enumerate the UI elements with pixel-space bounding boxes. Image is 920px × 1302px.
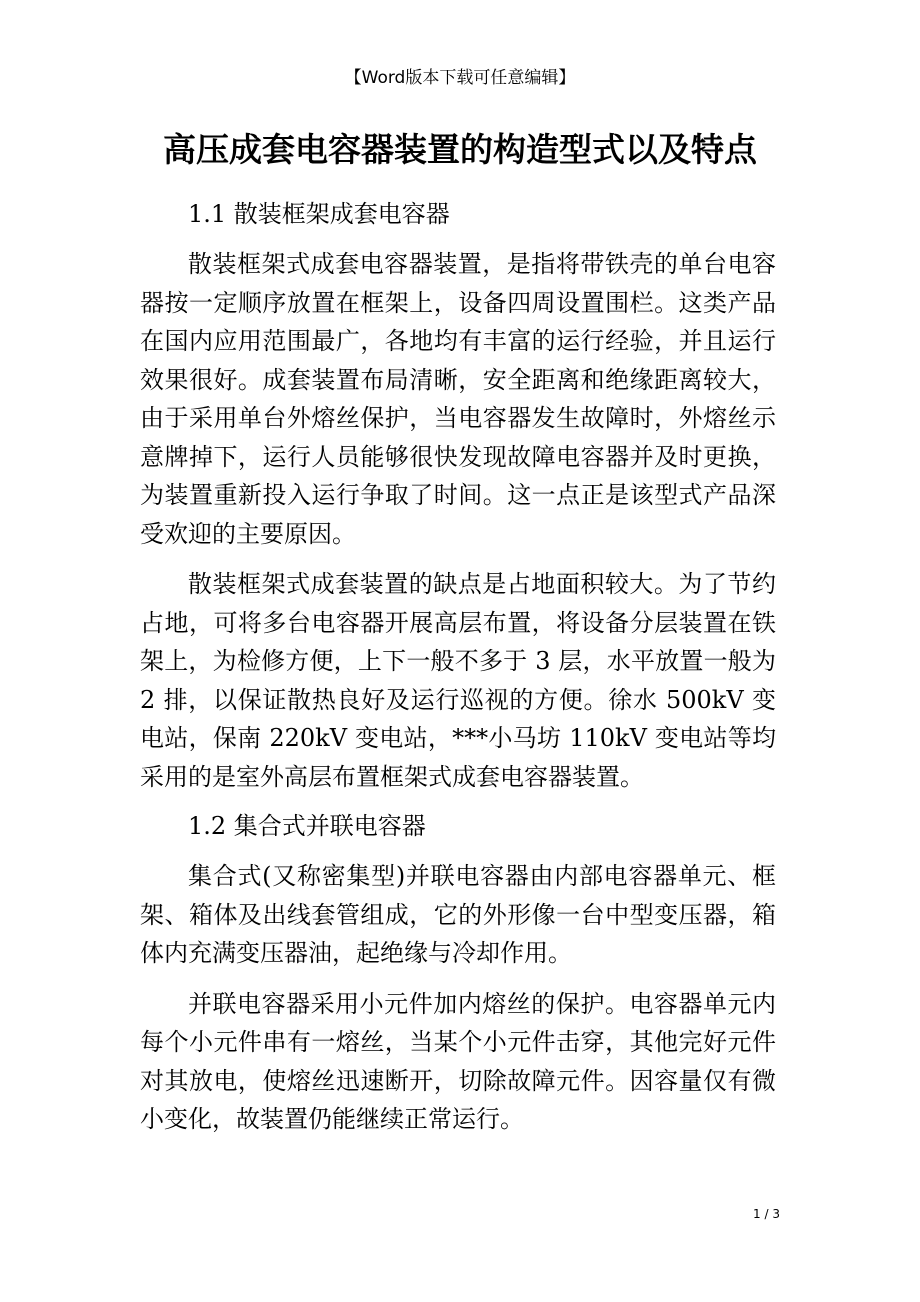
document-body bbox=[140, 196, 776, 1151]
section-heading-1-1: 1.1 散装框架成套电容器 bbox=[188, 200, 450, 228]
download-note: 【Word版本下载可任意编辑】 bbox=[344, 68, 576, 88]
paragraph: 散装框架式成套电容器装置，是指将带铁壳的单台电容器按一定顺序放置在框架上，设备四周设置围栏。这类产品在国内应用范围最广，各地均有丰富的运行经验，并且运行效果很好。成套装置布局清晰，安全距离和绝缘距离较大，由于采用单台外熔丝保护，当电容器发生故障时，外熔丝示意牌掉下，运行人员能够很快发现故障电容器并及时更换，为装置重新投入运行争取了时间。这一点正是该型式产品深受欢迎的主要原因。 bbox=[140, 250, 776, 548]
paragraph: 并联电容器采用小元件加内熔丝的保护。电容器单元内每个小元件串有一熔丝，当某个小元件击穿，其他完好元件对其放电，使熔丝迅速断开，切除故障元件。因容量仅有微小变化，故装置仍能继续正常运行。 bbox=[140, 989, 776, 1133]
page-title: 高压成套电容器装置的构造型式以及特点 bbox=[163, 130, 757, 169]
paragraph: 集合式(又称密集型)并联电容器由内部电容器单元、框架、箱体及出线套管组成，它的外形像一台中型变压器，箱体内充满变压器油，起绝缘与冷却作用。 bbox=[140, 862, 776, 967]
paragraph: 散装框架式成套装置的缺点是占地面积较大。为了节约占地，可将多台电容器开展高层布置，将设备分层装置在铁架上，为检修方便，上下一般不多于 3 层，水平放置一般为 2 排，以保证散热良好及运行巡视的方便。徐水 500kV 变电站，保南 220kV 变电站，***小马坊 110kV 变电站等均采用的是室外高层布置框架式成套电容器装置。 bbox=[140, 570, 776, 791]
page-number: 1 / 3 bbox=[753, 1207, 780, 1221]
section-heading-1-2: 1.2 集合式并联电容器 bbox=[188, 812, 426, 840]
